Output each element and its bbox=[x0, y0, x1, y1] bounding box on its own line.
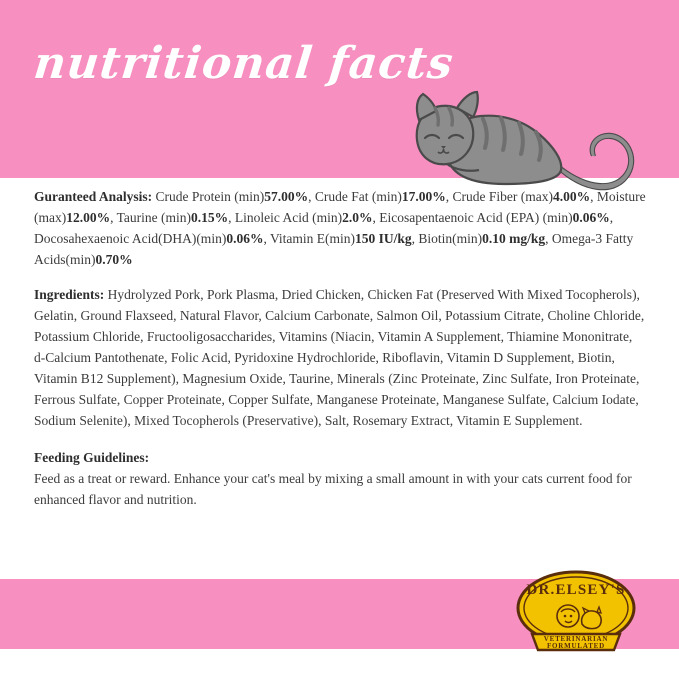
analysis-item-name: Docosahexaenoic Acid(DHA)(min) bbox=[34, 231, 227, 246]
analysis-item-name: Linoleic Acid (min) bbox=[231, 210, 343, 225]
feeding-guidelines-text: Feed as a treat or reward. Enhance your cat's meal by mixing a small amount in with your cats current food for enhanced flavor and nutrition. bbox=[34, 471, 632, 507]
ingredients-label: Ingredients: bbox=[34, 287, 105, 302]
guaranteed-analysis-block bbox=[34, 178, 646, 270]
analysis-item-name: Crude Protein (min) bbox=[152, 189, 265, 204]
analysis-separator: , bbox=[445, 189, 450, 204]
analysis-item-value: 57.00% bbox=[264, 189, 309, 204]
analysis-separator: , bbox=[545, 231, 549, 246]
analysis-item-value: 0.06% bbox=[572, 210, 610, 225]
analysis-item-value: 12.00% bbox=[66, 210, 111, 225]
nutrition-content bbox=[34, 178, 646, 510]
analysis-item-value: 150 IU/kg bbox=[355, 231, 412, 246]
svg-text:VETERINARIAN: VETERINARIAN bbox=[543, 635, 609, 643]
analysis-item-value: 0.15% bbox=[191, 210, 229, 225]
ingredients-text: Hydrolyzed Pork, Pork Plasma, Dried Chicken, Chicken Fat (Preserved With Mixed Tocopherols), Gelatin, Ground Flaxseed, Natural Flavor, Calcium Carbonate, Salmon Oil, Potassium Citrate, Choline Chloride, Potassium Chloride, Fructooligosaccharides, Vitamins (Niacin, Vitamin A Supplement, Thiamine Mononitrate, d-Calcium Pantothenate, Folic Acid, Pyridoxine Hydrochloride, Riboflavin, Vitamin D Supplement, Biotin, Vitamin B12 Supplement), Magnesium Oxide, Taurine, Minerals (Zinc Proteinate, Zinc Sulfate, Iron Proteinate, Ferrous Sulfate, Copper Proteinate, Copper Sulfate, Manganese Proteinate, Manganese Sulfate, Calcium Iodate, Sodium Selenite), Mixed Tocopherols (Preservative), Salt, Rosemary Extract, Vitamin E Supplement. bbox=[34, 287, 645, 428]
svg-text:DR.ELSEY'S: DR.ELSEY'S bbox=[526, 582, 626, 598]
analysis-item-value: 2.0% bbox=[342, 210, 373, 225]
page-title: nutritional facts bbox=[31, 38, 457, 89]
analysis-item-name: Crude Fat (min) bbox=[311, 189, 402, 204]
analysis-item-value: 0.06% bbox=[226, 231, 264, 246]
analysis-separator: , bbox=[372, 210, 376, 225]
analysis-separator: , bbox=[590, 189, 594, 204]
analysis-separator: , bbox=[308, 189, 312, 204]
brand-logo bbox=[508, 568, 644, 658]
analysis-separator: , bbox=[609, 210, 614, 225]
analysis-item-name: Crude Fiber (max) bbox=[449, 189, 553, 204]
ingredients-block bbox=[34, 270, 646, 431]
analysis-separator: , bbox=[110, 210, 114, 225]
analysis-item-name: Moisture (max) bbox=[34, 189, 646, 225]
svg-text:FORMULATED: FORMULATED bbox=[546, 642, 606, 650]
analysis-item-value: 0.10 mg/kg bbox=[482, 231, 546, 246]
analysis-separator: , bbox=[228, 210, 232, 225]
analysis-item-value: 0.70% bbox=[95, 252, 133, 267]
feeding-guidelines-block bbox=[34, 431, 646, 510]
analysis-separator: , bbox=[411, 231, 416, 246]
analysis-item-name: Biotin(min) bbox=[415, 231, 483, 246]
analysis-item-value: 17.00% bbox=[401, 189, 446, 204]
analysis-item-name: Omega-3 Fatty Acids(min) bbox=[34, 231, 634, 267]
analysis-item-value: 4.00% bbox=[552, 189, 591, 204]
analysis-separator: , bbox=[263, 231, 267, 246]
guaranteed-analysis-label: Guranteed Analysis: bbox=[34, 189, 153, 204]
analysis-item-name: Eicosapentaenoic Acid (EPA) (min) bbox=[375, 210, 573, 225]
analysis-item-name: Taurine (min) bbox=[113, 210, 192, 225]
analysis-item-name: Vitamin E(min) bbox=[266, 231, 355, 246]
feeding-guidelines-label: Feeding Guidelines: bbox=[34, 450, 150, 465]
